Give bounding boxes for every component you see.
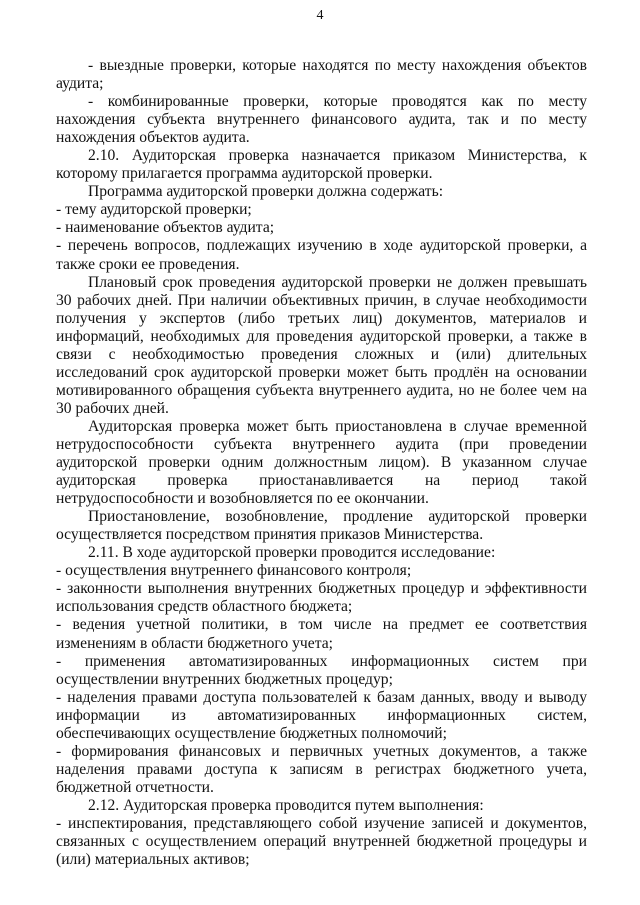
paragraph: Программа аудиторской проверки должна содержать:: [88, 183, 444, 201]
paragraph: - законности выполнения внутренних бюджетных процедур и эффективности использования средств областного бюджета;: [56, 580, 587, 616]
page-number: 4: [316, 8, 324, 23]
document-body: [56, 57, 587, 869]
paragraph: - инспектирования, представляющего собой изучение записей и документов, связанных с осуществлением операций внутренней бюджетной процедуры и (или) материальных активов;: [56, 814, 587, 869]
paragraph: - комбинированные проверки, которые проводятся как по месту нахождения субъекта внутреннего финансового аудита, так и по месту нахождения объектов аудита.: [56, 93, 587, 147]
paragraph: Аудиторская проверка может быть приостановлена в случае временной нетрудоспособности субъекта внутреннего аудита (при проведении аудиторской проверки одним должностным лицом). В указанном случае аудиторская проверка приостанавливается на период такой нетрудоспособности и возобновляется по ее окончании.: [56, 417, 587, 508]
paragraph: - формирования финансовых и первичных учетных документов, а также наделения правами доступа к записям в регистрах бюджетного учета, бюджетной отчетности.: [56, 742, 587, 796]
paragraph: - наименование объектов аудита;: [56, 219, 275, 237]
paragraph: Приостановление, возобновление, продление аудиторской проверки осуществляется посредством принятия приказов Министерства.: [56, 508, 587, 544]
paragraph: 2.12. Аудиторская проверка проводится путем выполнения:: [88, 796, 484, 814]
paragraph: - ведения учетной политики, в том числе на предмет ее соответствия изменениям в области бюджетного учета;: [56, 616, 587, 652]
paragraph: 2.11. В ходе аудиторской проверки проводится исследование:: [88, 544, 496, 562]
paragraph: - применения автоматизированных информационных систем при осуществлении внутренних бюджетных процедур;: [56, 652, 587, 688]
paragraph: - перечень вопросов, подлежащих изучению в ходе аудиторской проверки, а также сроки ее проведения.: [56, 237, 587, 273]
paragraph: 2.10. Аудиторская проверка назначается приказом Министерства, к которому прилагается программа аудиторской проверки.: [56, 147, 587, 183]
paragraph: - тему аудиторской проверки;: [56, 201, 252, 219]
paragraph: - наделения правами доступа пользователей к базам данных, вводу и выводу информации из автоматизированных информационных систем, обеспечивающих осуществление бюджетных полномочий;: [56, 688, 587, 742]
paragraph: - выездные проверки, которые находятся по месту нахождения объектов аудита;: [56, 57, 587, 93]
paragraph: - осуществления внутреннего финансового контроля;: [56, 562, 412, 580]
paragraph: Плановый срок проведения аудиторской проверки не должен превышать 30 рабочих дней. При наличии объективных причин, в случае необходимости получения у экспертов (либо третьих лиц) документов, материалов и информаций, необходимых для проведения аудиторской проверки, а также в связи с необходимостью проведения сложных и (или) длительных исследований срок аудиторской проверки может быть продлён на основании мотивированного обращения субъекта внутреннего аудита, но не более чем на 30 рабочих дней.: [56, 273, 587, 417]
